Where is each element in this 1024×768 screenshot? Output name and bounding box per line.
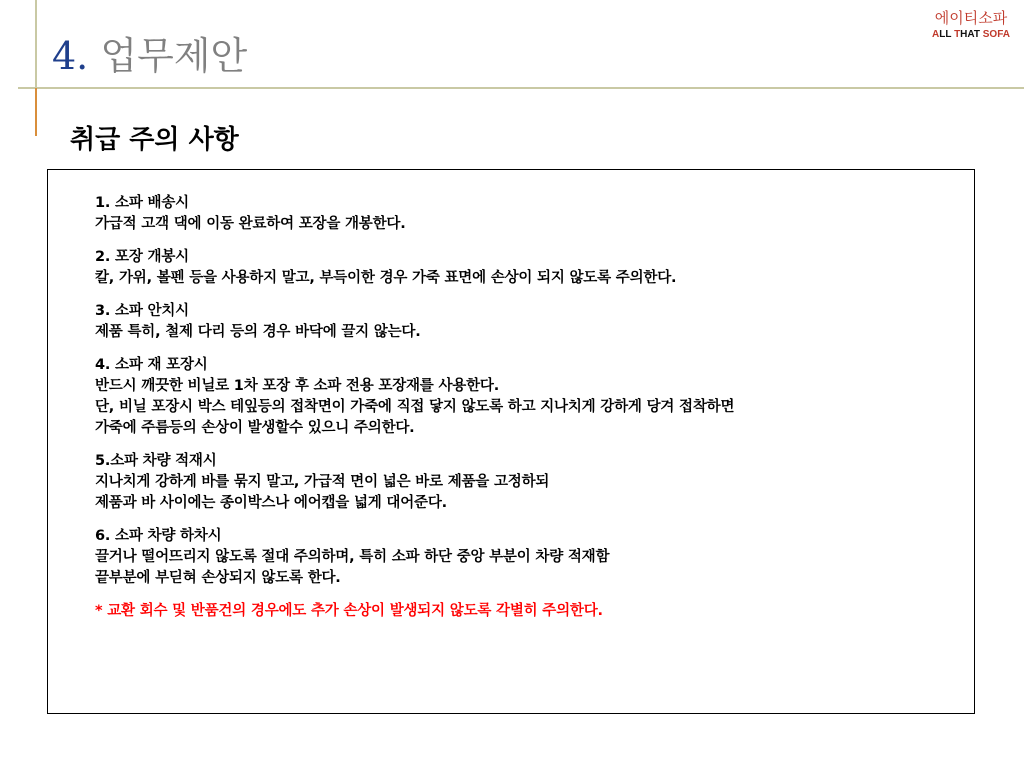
- notice-text: * 교환 회수 및 반품건의 경우에도 추가 손상이 발생되지 않도록 각별히 주의한다.: [95, 603, 603, 619]
- item-heading: 3. 소파 안치시: [95, 303, 189, 319]
- item-text: 가죽에 주름등의 손상이 발생할수 있으니 주의한다.: [95, 420, 415, 436]
- item-text: 칼, 가위, 볼펜 등을 사용하지 말고, 부득이한 경우 가죽 표면에 손상이 되지 않도록 주의한다.: [95, 270, 677, 286]
- section-heading: 취급 주의 사항: [70, 125, 239, 155]
- item-heading: 2. 포장 개봉시: [95, 249, 189, 265]
- item-text: 지나치게 강하게 바를 묶지 말고, 가급적 면이 넓은 바로 제품을 고정하되: [95, 474, 550, 490]
- list-item: [95, 193, 955, 235]
- item-text: 제품과 바 사이에는 종이박스나 에어캡을 넓게 대어준다.: [95, 495, 447, 511]
- item-text: 끌거나 떨어뜨리지 않도록 절대 주의하며, 특히 소파 하단 중앙 부분이 차량 적재함: [95, 549, 610, 565]
- title-text: 업무제안: [100, 34, 248, 78]
- decorative-horizontal-line: [18, 87, 1024, 89]
- item-text: 반드시 깨끗한 비닐로 1차 포장 후 소파 전용 포장재를 사용한다.: [95, 378, 500, 394]
- logo-english: [932, 28, 1010, 41]
- item-text: 단, 비닐 포장시 박스 테잎등의 접착면이 가죽에 직접 닿지 않도록 하고 지나치게 강하게 당겨 접착하면: [95, 399, 735, 415]
- item-heading: 4. 소파 재 포장시: [95, 357, 208, 373]
- list-item: [95, 247, 955, 289]
- page-title: [52, 30, 247, 82]
- item-heading: 6. 소파 차량 하차시: [95, 528, 222, 544]
- content-list: [95, 193, 955, 622]
- decorative-accent-line: [35, 88, 37, 136]
- item-text: 가급적 고객 댁에 이동 완료하여 포장을 개봉한다.: [95, 216, 406, 232]
- logo-en-part4: HAT: [960, 29, 983, 40]
- logo-en-part5: SOFA: [982, 29, 1010, 40]
- logo-en-part1: A: [932, 29, 940, 40]
- item-heading: 5.소파 차량 적재시: [95, 453, 217, 469]
- list-item: [95, 451, 955, 514]
- brand-logo: [932, 8, 1010, 41]
- logo-en-part3: T: [954, 29, 961, 40]
- list-item: [95, 526, 955, 589]
- logo-korean: 에이티소파: [934, 9, 1008, 27]
- content-box: [47, 169, 975, 714]
- list-item: [95, 355, 955, 439]
- title-number: 4.: [52, 34, 89, 78]
- logo-en-part2: LL: [939, 29, 955, 40]
- item-text: 끝부분에 부딛혀 손상되지 않도록 한다.: [95, 570, 341, 586]
- item-text: 제품 특히, 철제 다리 등의 경우 바닥에 끌지 않는다.: [95, 324, 421, 340]
- list-item: [95, 301, 955, 343]
- item-heading: 1. 소파 배송시: [95, 195, 189, 211]
